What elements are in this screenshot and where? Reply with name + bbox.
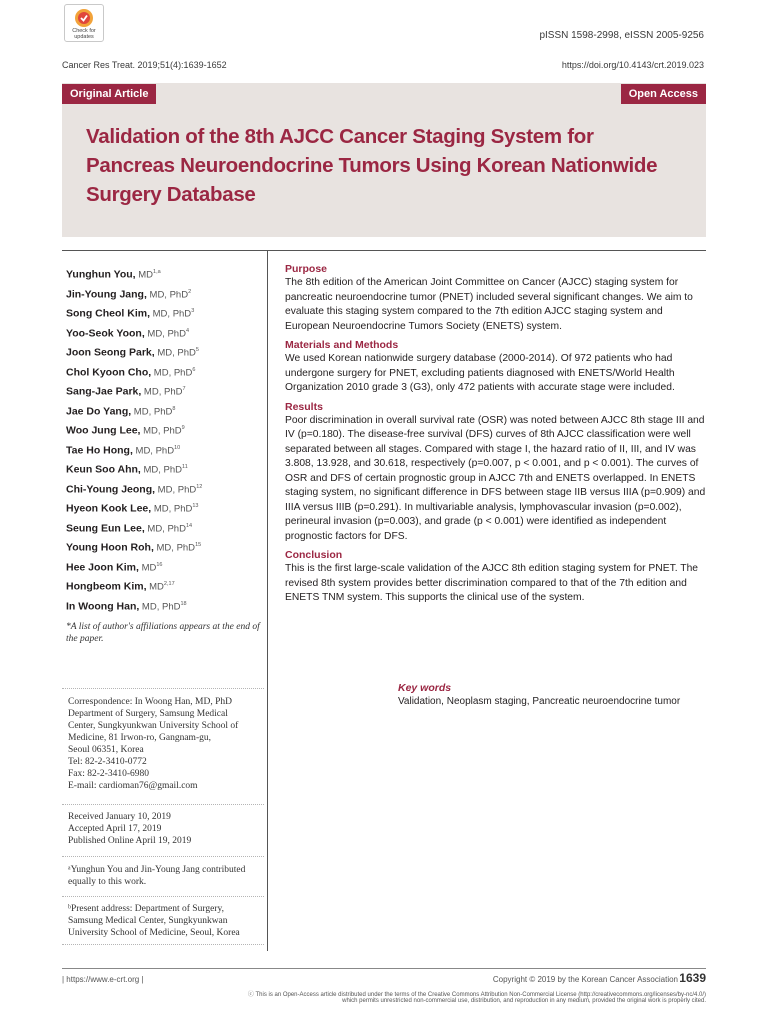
check-for-updates-badge[interactable] <box>64 4 104 42</box>
author: Hongbeom Kim, MD$^{2,17}$ <box>66 580 175 593</box>
copyright: Copyright © 2019 by the Korean Cancer Association <box>492 975 678 984</box>
correspondence: Correspondence: In Woong Han, MD, PhD Department of Surgery, Samsung Medical Center, Sungkyunkwan University School of Medicine, 81 Irwon-ro, Gangnam-gu, Seoul 06351, Korea Tel: 82-2-3410-0772 Fax: 82-2-3410-6980 E-mail: cardioman76@gmail.com <box>68 696 260 792</box>
keywords-values: Validation, Neoplasm staging, Pancreatic neuroendocrine tumor <box>398 696 681 707</box>
author: In Woong Han, MD, PhD$^{18}$ <box>66 600 187 612</box>
conclusion-text: This is the first large-scale validation of the AJCC 8th edition staging system for PNET. The revised 8th system provides better discrimination compared to that of the 7th edition and ENETS TNM system. This supports the clinical use of the system. <box>285 563 699 603</box>
author: Seung Eun Lee, MD, PhD$^{14}$ <box>66 522 193 534</box>
license-text: ⓒ This is an Open-Access article distributed under the terms of the Creative Commons Attribution Non-Commercial License (http://creativecommons.org/licenses/by-nc/4.0/) <box>247 992 706 998</box>
author: Hee Joon Kim, MD$^{16}$ <box>66 561 163 573</box>
author-list <box>66 264 261 615</box>
dotted-divider <box>62 688 264 689</box>
check-updates-label-2: updates <box>74 34 94 40</box>
results-heading: Results <box>285 400 323 413</box>
author: Yunghun You, MD$^{1,a}$ <box>66 268 161 281</box>
author: Hyeon Kook Lee, MD, PhD$^{13}$ <box>66 502 199 515</box>
email[interactable]: E-mail: cardioman76@gmail.com <box>68 781 198 791</box>
author: Sang-Jae Park, MD, PhD$^7$ <box>66 385 186 398</box>
methods-text: We used Korean nationwide surgery database (2000-2014). Of 972 patients who had undergone surgery for PNET, excluding patients diagnosed with ENETS/World Health Organization 2010 grade 3 (G3), only 472 patients with accurate stage were included. <box>285 353 675 393</box>
journal-url[interactable]: | https://www.e-crt.org | <box>62 975 144 984</box>
column-divider <box>267 251 268 951</box>
affiliation-note: *A list of author's affiliations appears at the end of the paper. <box>66 622 260 644</box>
dotted-divider <box>62 804 264 805</box>
author: Young Hoon Roh, MD, PhD$^{15}$ <box>66 541 202 554</box>
article-title: Validation of the 8th AJCC Cancer Staging System for Pancreas Neuroendocrine Tumors Using Korean Nationwide Surgery Database <box>86 125 658 206</box>
check-updates-label-1: Check for <box>72 28 96 34</box>
doi-link[interactable]: https://doi.org/10.4143/crt.2019.023 <box>561 60 704 70</box>
page-number: 1639 <box>679 971 706 985</box>
keywords-heading: Key words <box>398 682 452 694</box>
dates: Received January 10, 2019 Accepted April 17, 2019 Published Online April 19, 2019 <box>68 812 192 846</box>
author: Tae Ho Hong, MD, PhD$^{10}$ <box>66 444 181 456</box>
open-access-tag: Open Access <box>621 84 706 104</box>
conclusion-heading: Conclusion <box>285 549 343 561</box>
methods-heading: Materials and Methods <box>285 339 399 351</box>
author: Jae Do Yang, MD, PhD$^8$ <box>66 405 176 417</box>
author: Yoo-Seok Yoon, MD, PhD$^4$ <box>66 327 190 339</box>
journal-reference: Cancer Res Treat. 2019;51(4):1639-1652 <box>62 60 227 70</box>
author: Jin-Young Jang, MD, PhD$^2$ <box>66 288 192 300</box>
author: Chol Kyoon Cho, MD, PhD$^6$ <box>66 366 196 378</box>
purpose-heading: Purpose <box>285 263 328 275</box>
results-text: Poor discrimination in overall survival rate (OSR) was noted between AJCC 8th stage III and IV (p=0.180). The disease-free survival (DFS) curves of 8th AJCC classification were well separated between all stages. Compared with stage I, the hazard ratio of II, III, and IV was 3.808, 13.928, and 30.618, respectively (p=0.007, p < 0.001, and p < 0.001). The curves of OSR and DFS of certain prognostic group in AJCC 7th and ENETS overlapped. In ENETS staging system, no significant difference in DFS between stage IIB versus IIIA (p=0.909) and IIIA versus IIIB (p=0.291). In multivariable analysis, lymphovascular invasion (p=0.002), perineural invasion (p=0.003), and grade (p < 0.001) were identified as independent prognostic factors for DFS. <box>285 414 706 542</box>
article-type-tag: Original Article <box>62 84 156 104</box>
present-address: ᵇPresent address: Department of Surgery, Samsung Medical Center, Sungkyunkwan University School of Medicine, Seoul, Korea <box>68 904 240 938</box>
divider <box>62 250 706 251</box>
dotted-divider <box>62 856 264 857</box>
abstract <box>285 263 706 611</box>
contribution-note: ᵃYunghun You and Jin-Young Jang contributed equally to this work. <box>68 865 246 887</box>
issn: pISSN 1598-2998, eISSN 2005-9256 <box>539 30 704 41</box>
author: Keun Soo Ahn, MD, PhD$^{11}$ <box>66 463 188 476</box>
purpose-text: The 8th edition of the American Joint Committee on Cancer (AJCC) staging system for pancreatic neuroendocrine tumor (PNET) included several significant changes. We aim to evaluate this staging system compared to the 7th edition AJCC staging system and European Neuroendocrine Tumors Society (ENETS) system. <box>285 277 693 332</box>
author: Chi-Young Jeong, MD, PhD$^{12}$ <box>66 483 203 495</box>
author: Joon Seong Park, MD, PhD$^5$ <box>66 346 199 359</box>
author: Song Cheol Kim, MD, PhD$^3$ <box>66 307 195 320</box>
license-text: which permits unrestricted non-commercial use, distribution, and reproduction in any medium, provided the original work is properly cited. <box>342 998 706 1004</box>
dotted-divider <box>62 896 264 897</box>
dotted-divider <box>62 944 264 945</box>
footer-divider <box>62 968 706 969</box>
author: Woo Jung Lee, MD, PhD$^9$ <box>66 424 185 437</box>
check-updates-icon <box>74 8 94 28</box>
